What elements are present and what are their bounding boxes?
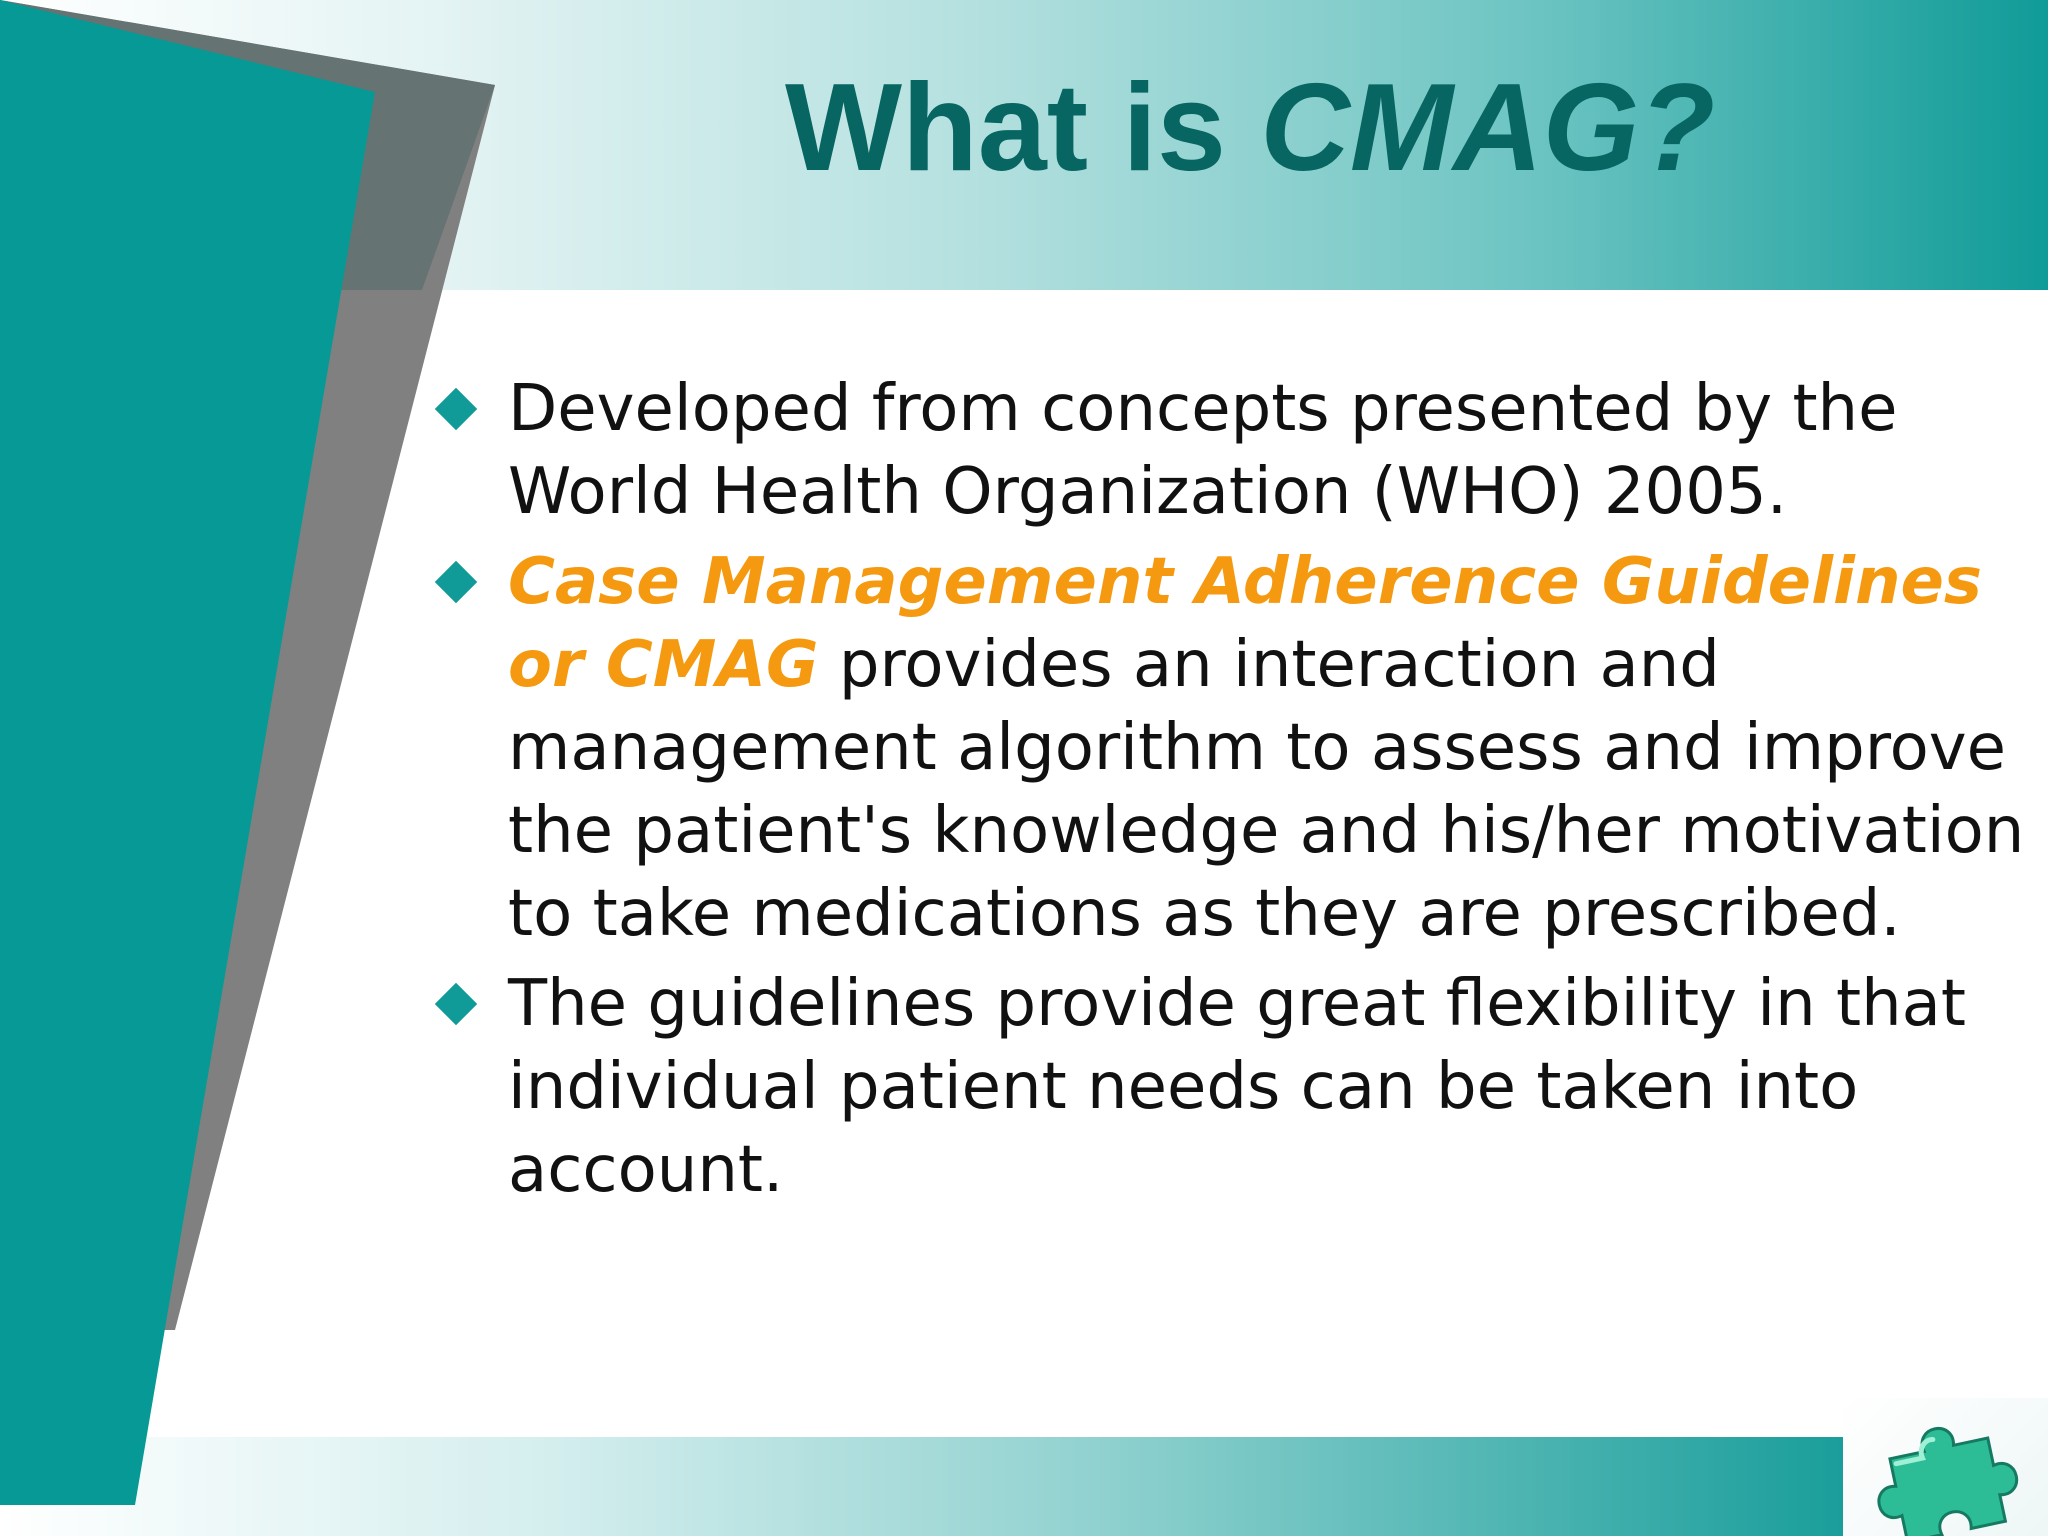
diamond-bullet-icon: [435, 983, 477, 1025]
puzzle-corner: [1843, 1398, 2048, 1536]
slide-title: [560, 58, 1940, 198]
bullet-3-text: The guidelines provide great flexibility in that individual patient needs can be taken into account.: [508, 967, 1966, 1207]
diamond-bullet-icon: [435, 561, 477, 603]
bullet-item-3: [432, 963, 2032, 1212]
puzzle-piece-icon: [1843, 1398, 2048, 1536]
bullet-item-1: [432, 368, 2032, 534]
bullet-2-emphasis: Case Management Adherence Guidelines or CMAG: [508, 545, 1982, 702]
bullet-1-text: Developed from concepts presented by the World Health Organization (WHO) 2005.: [508, 372, 1898, 529]
bullet-2-text: provides an interaction and management algorithm to assess and improve the patient's knowledge and his/her motivation to take medications as they are prescribed.: [508, 628, 2025, 951]
title-emphasis: CMAG?: [1260, 59, 1715, 197]
title-prefix: What is: [785, 59, 1261, 197]
diamond-bullet-icon: [435, 388, 477, 430]
bullet-item-2: [432, 541, 2032, 956]
bullet-list: [432, 368, 2032, 1219]
